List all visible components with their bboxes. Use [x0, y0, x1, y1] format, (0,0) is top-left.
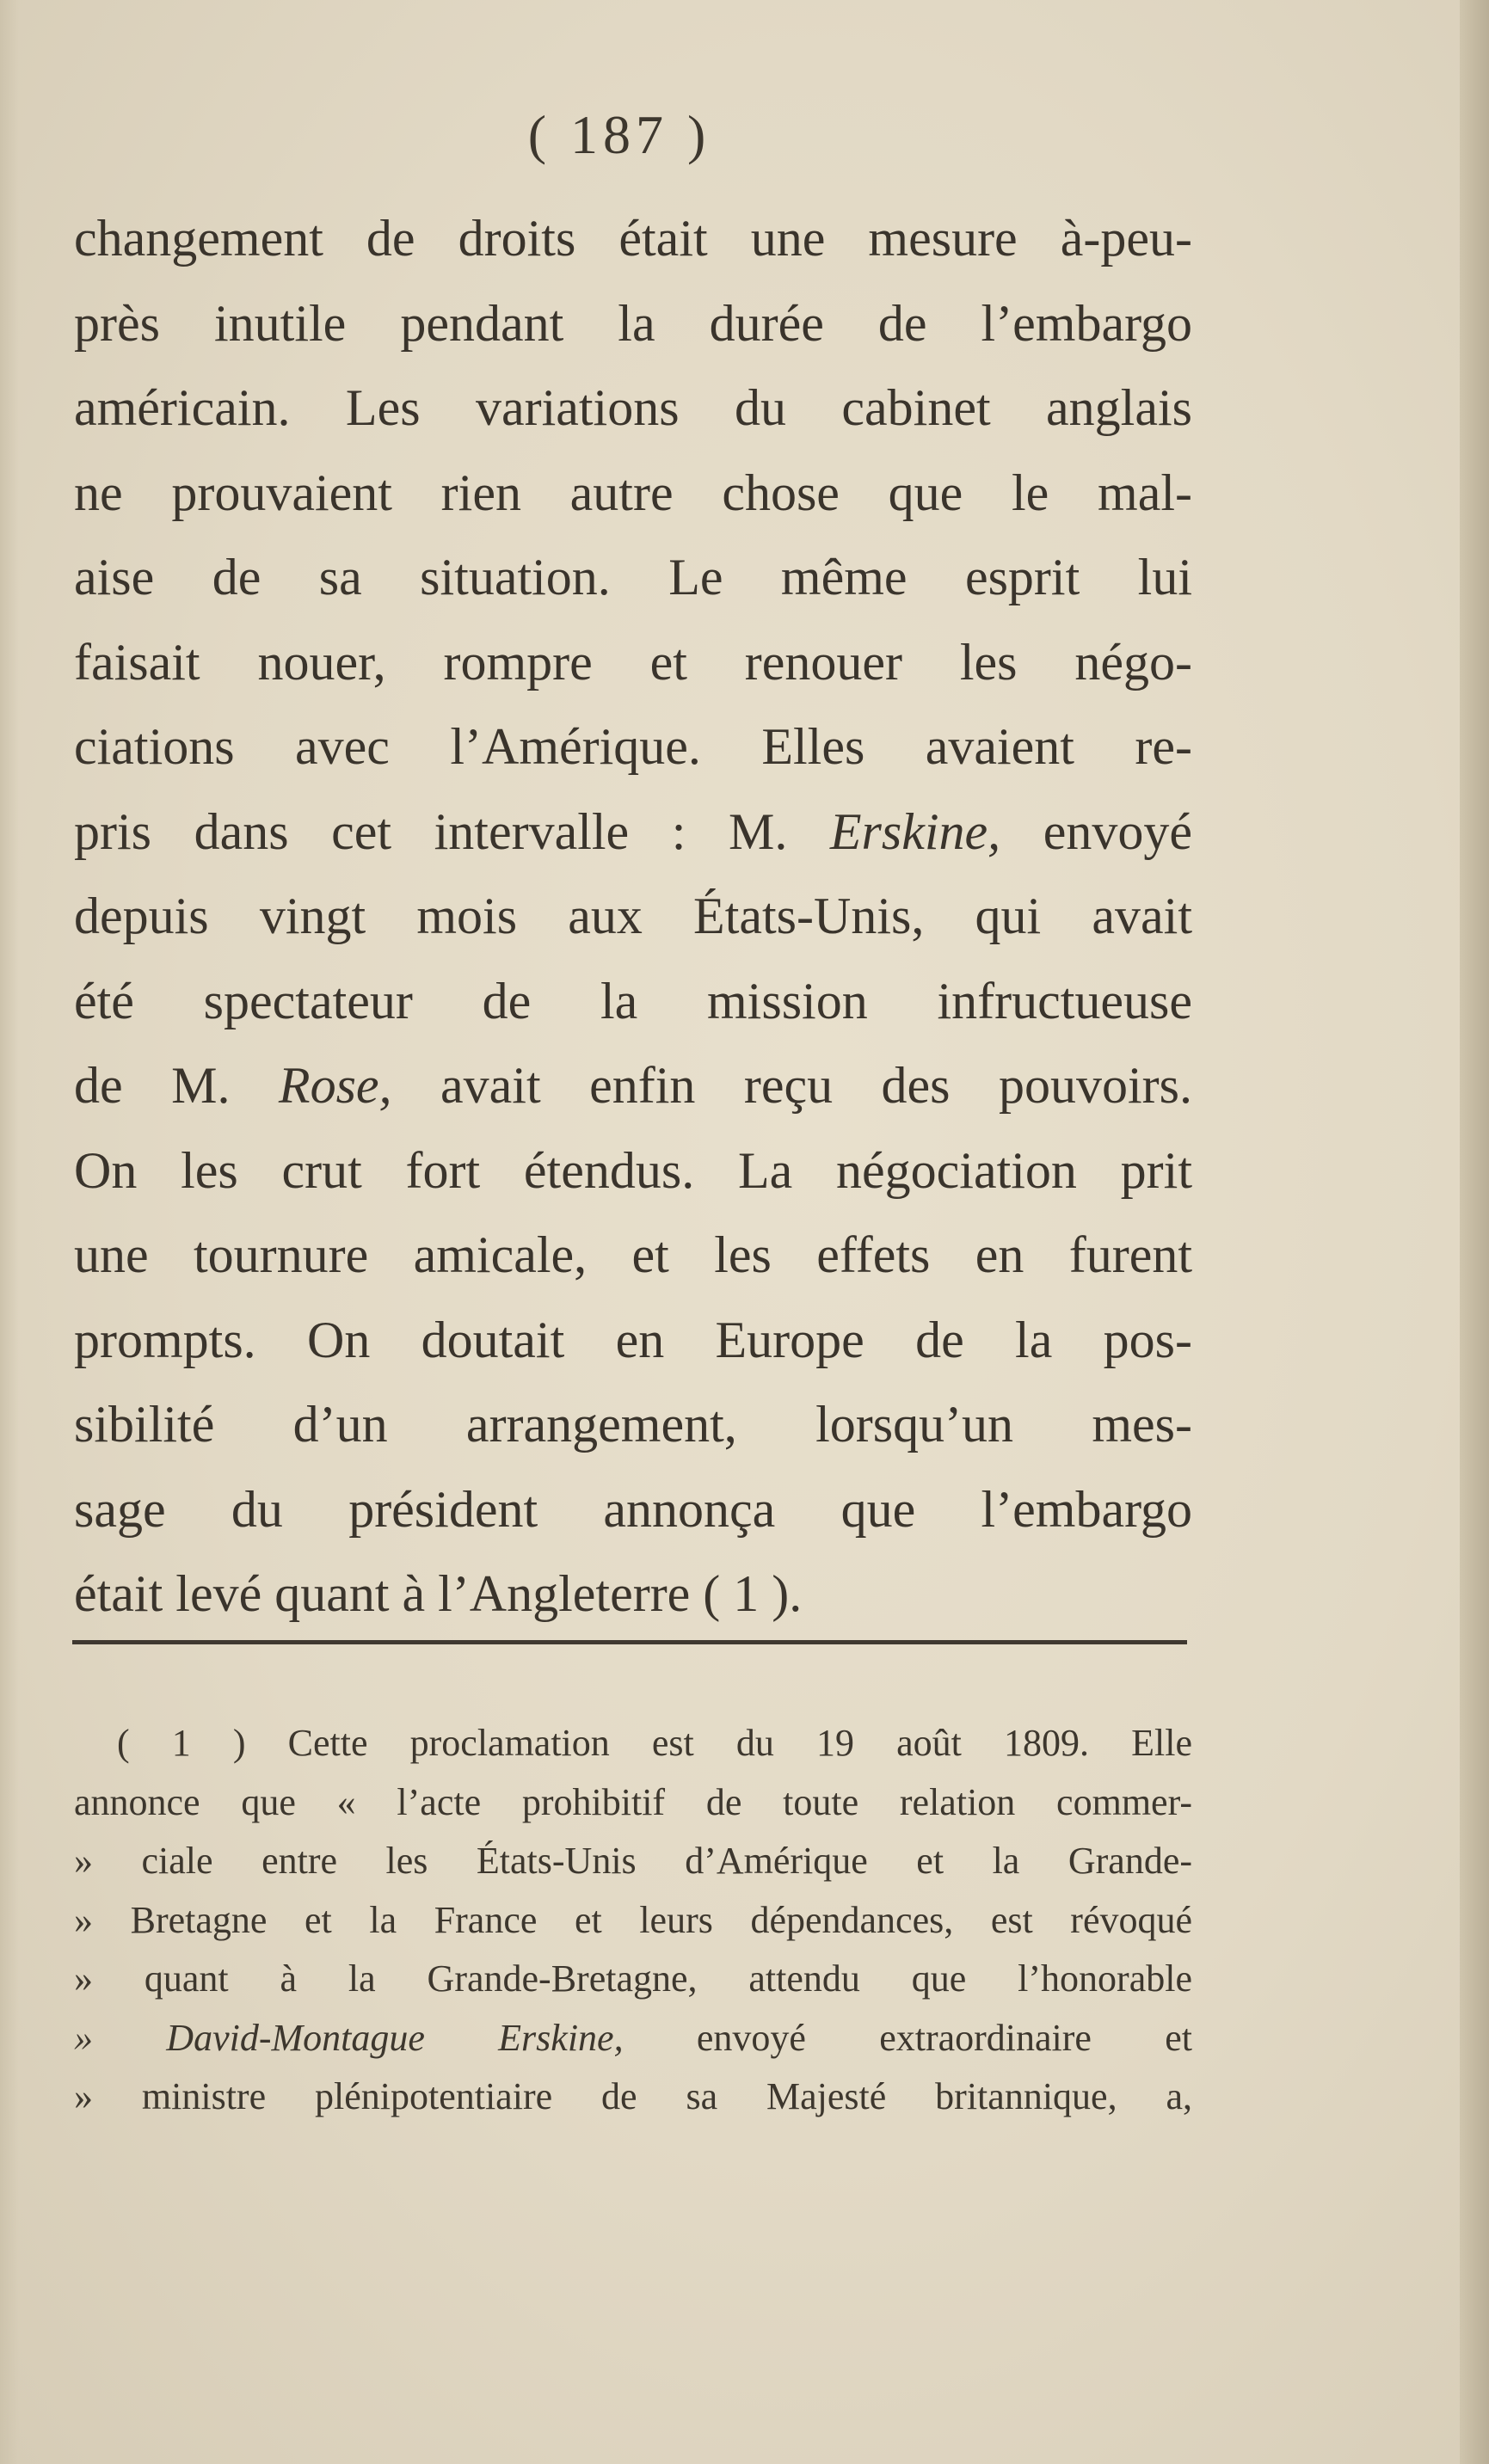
main-text — [74, 196, 1192, 1637]
text-segment: envoyé extraordinaire et — [623, 2016, 1193, 2059]
footnote-line: » ministre plénipotentiaire de sa Majesté britannique, a, — [74, 2075, 1192, 2117]
text-segment: de M. — [74, 1057, 279, 1114]
footnote-line: ( 1 ) Cette proclamation est du 19 août 1809. Elle — [117, 1722, 1192, 1764]
footnote-line: annonce que « l’acte prohibitif de toute relation commer- — [74, 1780, 1192, 1823]
page-right-edge — [1460, 0, 1489, 2464]
text-line-erskine — [74, 790, 1192, 875]
text-line: faisait nouer, rompre et renouer les négo- — [74, 633, 1192, 691]
text-segment: avait enfin reçu des pouvoirs. — [391, 1057, 1193, 1114]
footnote-line: » Bretagne et la France et leurs dépendances, est révoqué — [74, 1898, 1192, 1941]
text-segment: envoyé — [1000, 802, 1193, 860]
text-line: sibilité d’un arrangement, lorsqu’un mes- — [74, 1396, 1192, 1453]
page-number: ( 187 ) — [527, 104, 711, 165]
name-david-montague-erskine: » David-Montague Erskine, — [74, 2016, 624, 2059]
text-line: sage du président annonça que l’embargo — [74, 1480, 1192, 1538]
text-line: près inutile pendant la durée de l’embargo — [74, 294, 1192, 352]
text-line: prompts. On doutait en Europe de la pos- — [74, 1311, 1192, 1368]
footnote-line: » ciale entre les États-Unis d’Amérique et la Grande- — [74, 1840, 1192, 1882]
text-line: changement de droits était une mesure à-peu- — [74, 210, 1192, 267]
name-rose: Rose, — [278, 1057, 392, 1114]
footnote — [74, 1714, 1192, 2127]
text-line: depuis vingt mois aux États-Unis, qui avait — [74, 888, 1192, 944]
footnote-line: » quant à la Grande-Bretagne, attendu que l’honorable — [74, 1957, 1192, 2000]
footnote-rule — [72, 1640, 1187, 1644]
text-line: une tournure amicale, et les effets en furent — [74, 1226, 1192, 1283]
text-line: était levé quant à l’Angleterre ( 1 ). — [74, 1565, 803, 1622]
page-left-edge — [0, 0, 19, 2464]
text-segment: pris dans cet intervalle : M. — [74, 802, 830, 860]
text-line: On les crut fort étendus. La négociation prit — [74, 1141, 1192, 1199]
text-line: été spectateur de la mission infructueuse — [74, 972, 1192, 1029]
footnote-line-erskine — [74, 2009, 1192, 2068]
text-line: ne prouvaient rien autre chose que le mal- — [74, 464, 1192, 521]
text-line: aise de sa situation. Le même esprit lui — [74, 549, 1192, 605]
name-erskine: Erskine, — [829, 802, 1001, 860]
text-line: ciations avec l’Amérique. Elles avaient re- — [74, 718, 1192, 775]
text-line: américain. Les variations du cabinet anglais — [74, 379, 1192, 436]
text-line-rose — [74, 1043, 1192, 1128]
